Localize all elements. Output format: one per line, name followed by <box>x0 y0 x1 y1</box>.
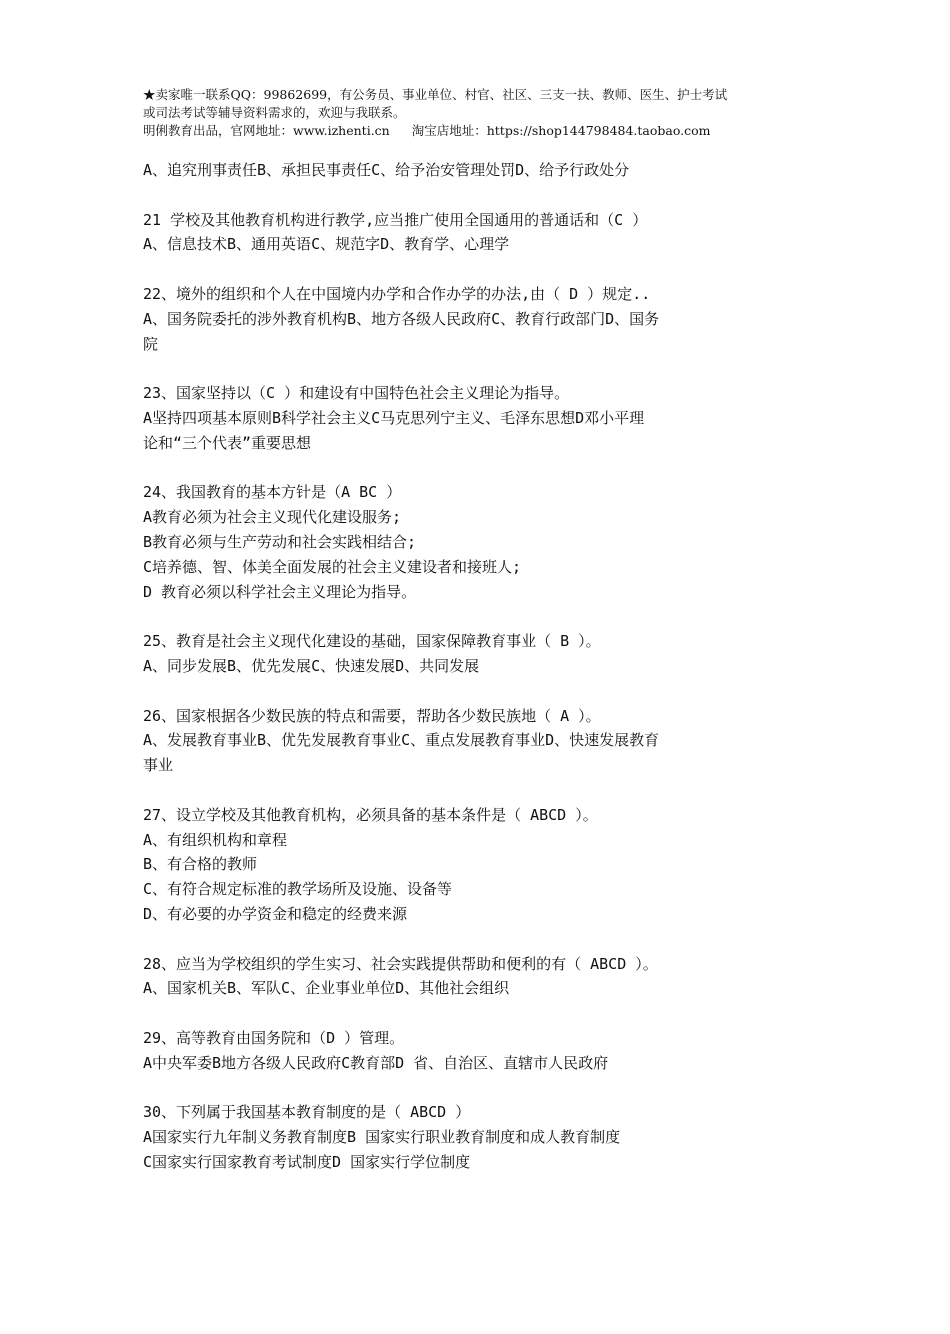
option-d: D、有必要的办学资金和稳定的经费来源 <box>143 904 408 923</box>
question-text: 26、国家根据各少数民族的特点和需要，帮助各少数民族地（ A ）。 <box>143 706 601 725</box>
option-c: C、有符合规定标准的教学场所及设施、设备等 <box>143 880 453 899</box>
header-shop-address: 淘宝店地址：https://shop144798484.taobao.com <box>411 123 711 138</box>
question-options: A中央军委B地方各级人民政府C教育部D 省、自治区、直辖市人民政府 <box>143 1053 609 1072</box>
question-options-continued: 论和“三个代表”重要思想 <box>143 433 312 452</box>
header-contact-line-2: 或司法考试等辅导资料需求的，欢迎与我联系。 <box>143 105 406 120</box>
question-options: A、发展教育事业B、优先发展教育事业C、重点发展教育事业D、快速发展教育 <box>143 731 660 750</box>
option-d: D 教育必须以科学社会主义理论为指导。 <box>143 582 417 601</box>
question-text: 22、境外的组织和个人在中国境内办学和合作办学的办法,由（ D ）规定.. <box>143 284 651 303</box>
question-text: 27、设立学校及其他教育机构，必须具备的基本条件是（ ABCD ）。 <box>143 805 598 824</box>
previous-question-options: A、追究刑事责任B、承担民事责任C、给予治安管理处罚D、给予行政处分 <box>143 161 630 179</box>
question-26 <box>143 704 813 778</box>
question-text: 24、我国教育的基本方针是（A BC ） <box>143 483 402 502</box>
question-text: 29、高等教育由国务院和（D ）管理。 <box>143 1028 405 1047</box>
header-website: 明俐教育出品，官网地址：www.izhenti.cn <box>143 123 390 138</box>
option-c: C培养德、智、体美全面发展的社会主义建设者和接班人; <box>143 557 522 576</box>
option-a: A、有组织机构和章程 <box>143 830 288 849</box>
question-text: 21 学校及其他教育机构进行教学,应当推广使用全国通用的普通话和（C ） <box>143 210 648 229</box>
header-contact-line: ★卖家唯一联系QQ：99862699，有公务员、事业单位、村官、社区、三支一扶、教师、医生、护士考试 <box>143 87 728 102</box>
option-b: B教育必须与生产劳动和社会实践相结合; <box>143 532 417 551</box>
option-b: B、有合格的教师 <box>143 855 258 874</box>
question-24 <box>143 480 813 604</box>
question-options: A、同步发展B、优先发展C、快速发展D、共同发展 <box>143 656 480 675</box>
question-text: 30、下列属于我国基本教育制度的是（ ABCD ） <box>143 1103 471 1122</box>
page-header <box>143 86 813 140</box>
question-text: 23、国家坚持以（C ）和建设有中国特色社会主义理论为指导。 <box>143 384 570 403</box>
question-text: 25、教育是社会主义现代化建设的基础，国家保障教育事业（ B ）。 <box>143 632 601 651</box>
question-22 <box>143 282 813 356</box>
question-options: A坚持四项基本原则B科学社会主义C马克思列宁主义、毛泽东思想D邓小平理 <box>143 408 645 427</box>
question-options: A国家实行九年制义务教育制度B 国家实行职业教育制度和成人教育制度 <box>143 1128 621 1147</box>
question-28 <box>143 952 813 1002</box>
option-a: A教育必须为社会主义现代化建设服务; <box>143 508 402 527</box>
question-options: A、信息技术B、通用英语C、规范字D、教育学、心理学 <box>143 235 510 254</box>
question-27 <box>143 803 813 927</box>
question-options: A、国家机关B、军队C、企业事业单位D、其他社会组织 <box>143 979 510 998</box>
question-options-continued: C国家实行国家教育考试制度D 国家实行学位制度 <box>143 1152 471 1171</box>
question-options-continued: 院 <box>143 334 159 353</box>
header-site-line <box>143 122 813 140</box>
question-29 <box>143 1026 813 1076</box>
question-23 <box>143 381 813 455</box>
question-30 <box>143 1100 813 1174</box>
question-options-continued: 事业 <box>143 756 174 775</box>
question-text: 28、应当为学校组织的学生实习、社会实践提供帮助和便利的有（ ABCD ）。 <box>143 954 658 973</box>
question-21 <box>143 208 813 258</box>
question-options: A、国务院委托的涉外教育机构B、地方各级人民政府C、教育行政部门D、国务 <box>143 309 660 328</box>
question-25 <box>143 629 813 679</box>
question-list <box>143 158 813 1175</box>
